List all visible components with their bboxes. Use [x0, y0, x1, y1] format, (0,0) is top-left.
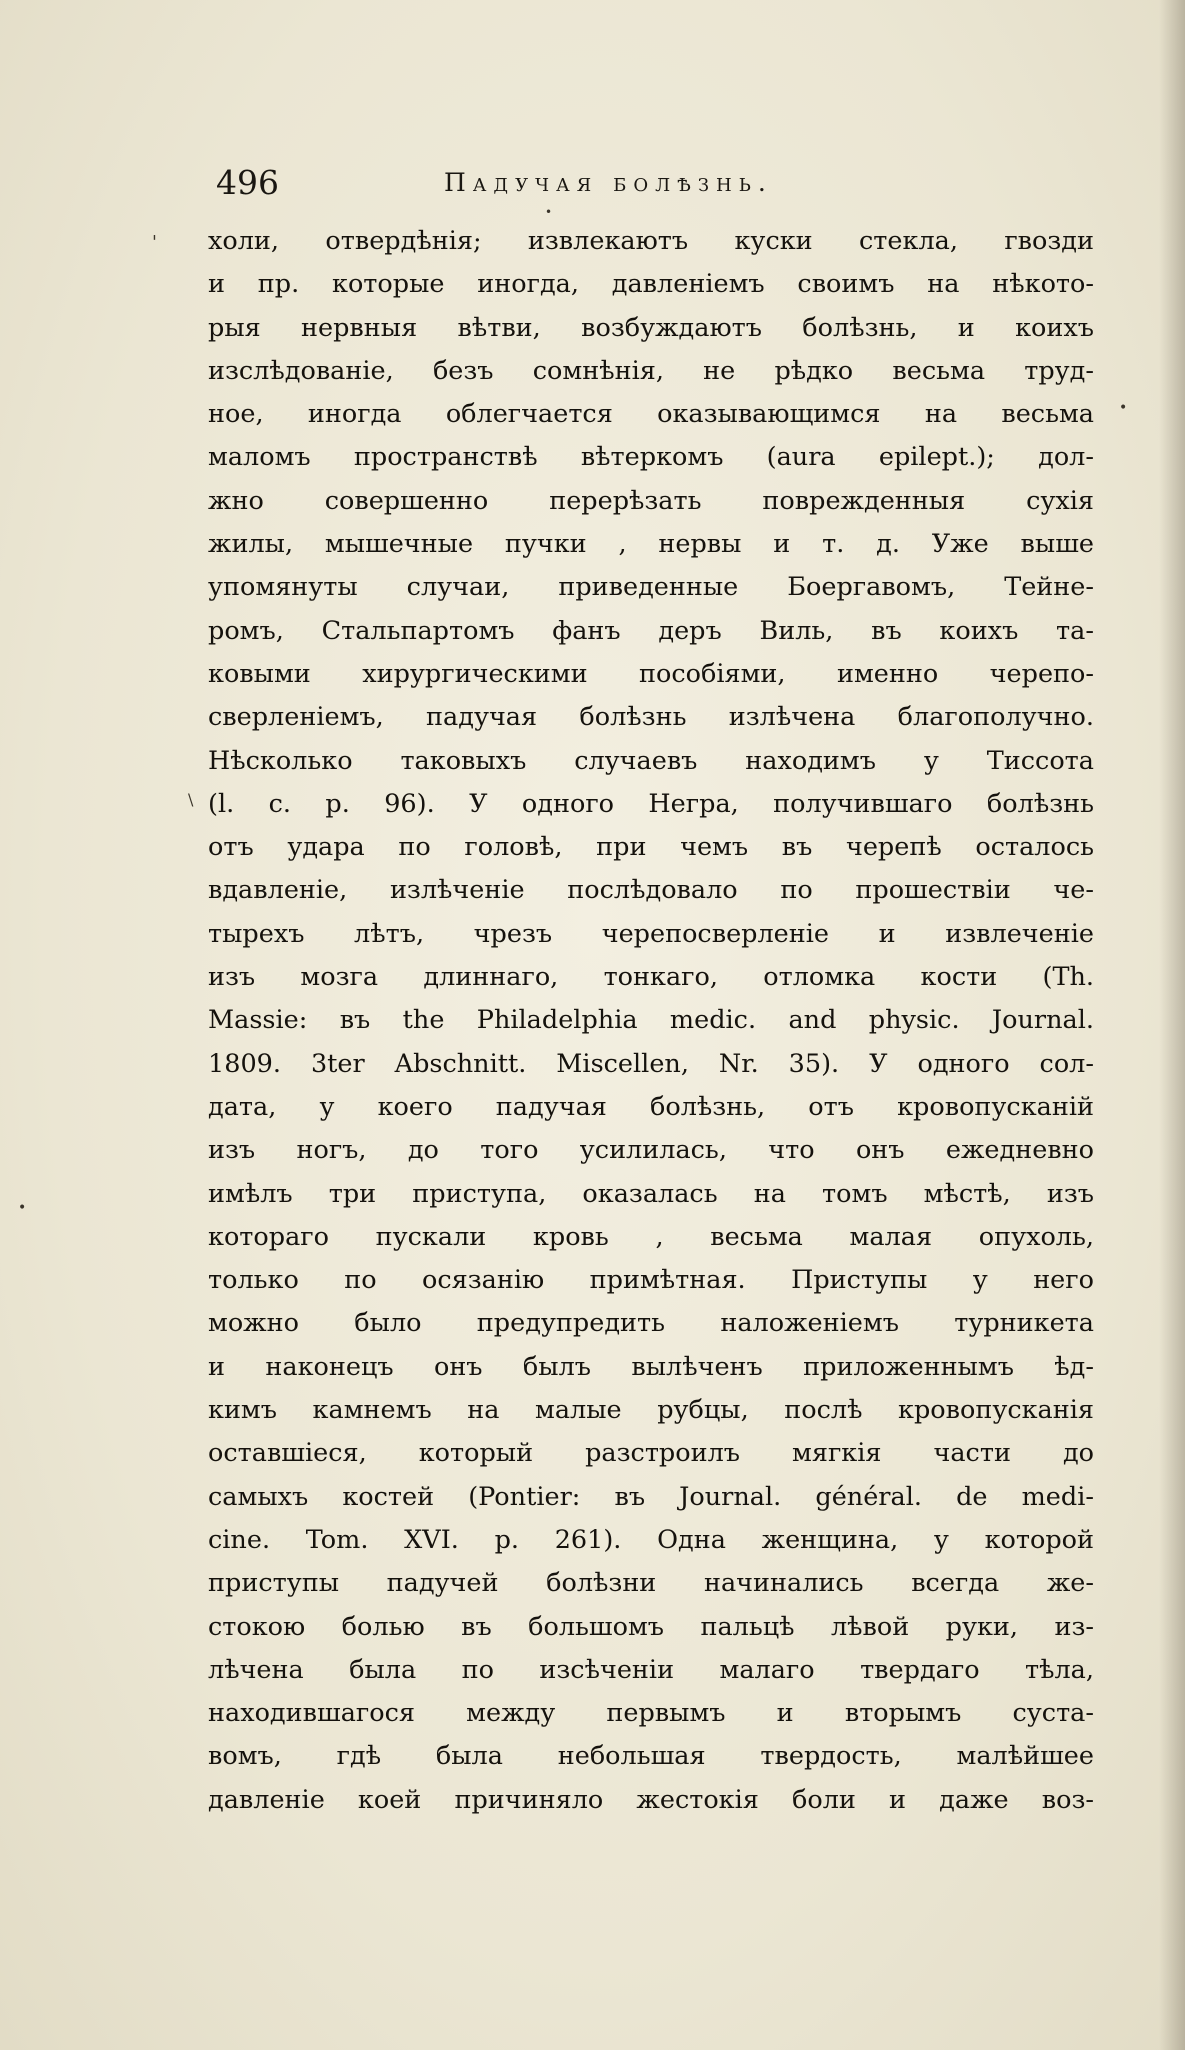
text-line: ромъ, Стальпартомъ фанъ деръ Виль, въ коихъ та- — [208, 615, 1094, 646]
text-line: можно было предупредить наложеніемъ турникета — [208, 1308, 1094, 1339]
text-line: упомянуты случаи, приведенные Боергавомъ, Тейне- — [208, 572, 1094, 603]
margin-speck: \ — [188, 790, 194, 809]
text-line: 1809. 3ter Abschnitt. Miscellen, Nr. 35). У одного сол- — [208, 1048, 1094, 1079]
text-line: холи, отвердѣнія; извлекаютъ куски стекла, гвозди — [208, 226, 1094, 256]
text-line: лѣчена была по изсѣченіи малаго твердаго тѣла, — [208, 1654, 1094, 1685]
margin-speck: • — [18, 1200, 27, 1216]
text-line: самыхъ костей (Pontier: въ Journal. général. de medi- — [208, 1481, 1094, 1512]
text-line: изъ мозга длиннаго, тонкаго, отломка кости (Th. — [208, 962, 1094, 993]
text-line: имѣлъ три приступа, оказалась на томъ мѣстѣ, изъ — [208, 1178, 1094, 1209]
text-line: находившагося между первымъ и вторымъ сустa- — [208, 1698, 1094, 1729]
margin-speck: • — [545, 205, 553, 219]
page-edge-shadow — [1159, 0, 1185, 2050]
text-line: cine. Tom. XVI. p. 261). Одна женщина, у которой — [208, 1524, 1094, 1555]
page-number: 496 — [216, 163, 279, 202]
page-header — [216, 158, 896, 208]
text-line: и наконецъ онъ былъ вылѣченъ приложеннымъ ѣд- — [208, 1351, 1094, 1382]
text-line: Нѣсколько таковыхъ случаевъ находимъ у Тиссота — [208, 745, 1094, 776]
body-text — [208, 220, 1094, 1822]
text-line: жно совершенно перерѣзать поврежденныя сухія — [208, 485, 1094, 516]
margin-speck: ' — [152, 232, 157, 253]
text-line: (l. c. p. 96). У одного Негра, получившаго болѣзнь — [208, 788, 1094, 819]
text-line: оставшіеся, который разстроилъ мягкія части до — [208, 1438, 1094, 1469]
text-line: изслѣдованіе, безъ сомнѣнія, не рѣдко весьма труд- — [208, 355, 1094, 386]
text-line: Massie: въ the Philadelphia medic. and physic. Journal. — [208, 1005, 1094, 1036]
text-line: приступы падучей болѣзни начинались всегда же- — [208, 1568, 1094, 1599]
running-head: Падучая болѣзнь. — [444, 168, 773, 197]
text-line: вомъ, гдѣ была небольшая твердость, малѣйшее — [208, 1741, 1094, 1772]
text-line: и пр. которые иногда, давленіемъ своимъ на нѣкото- — [208, 269, 1094, 300]
text-line: отъ удара по головѣ, при чемъ въ черепѣ осталось — [208, 832, 1094, 863]
text-line: дата, у коего падучая болѣзнь, отъ кровопусканій — [208, 1091, 1094, 1122]
text-line: жилы, мышечные пучки , нервы и т. д. Уже выше — [208, 529, 1094, 560]
text-line: тырехъ лѣтъ, чрезъ черепосверленіе и извлеченіе — [208, 918, 1094, 949]
text-line: кимъ камнемъ на малые рубцы, послѣ кровопусканія — [208, 1395, 1094, 1426]
text-line: стокою болью въ большомъ пальцѣ лѣвой руки, из- — [208, 1611, 1094, 1642]
text-line: изъ ногъ, до того усилилась, что онъ ежедневно — [208, 1135, 1094, 1166]
text-line: ковыми хирургическими пособіями, именно черепо- — [208, 658, 1094, 689]
text-line: только по осязанію примѣтная. Приступы у него — [208, 1265, 1094, 1296]
text-line: котораго пускали кровь , весьма малая опухоль, — [208, 1221, 1094, 1252]
text-line: рыя нервныя вѣтви, возбуждаютъ болѣзнь, и коихъ — [208, 312, 1094, 343]
text-line: давленіе коей причиняло жестокія боли и даже воз- — [208, 1784, 1094, 1815]
text-line: вдавленіе, излѣченіе послѣдовало по прошествіи че- — [208, 875, 1094, 906]
margin-speck: • — [1119, 400, 1128, 416]
text-line: маломъ пространствѣ вѣтеркомъ (aura epilept.); дол- — [208, 442, 1094, 473]
text-line: ное, иногда облегчается оказывающимся на весьма — [208, 399, 1094, 430]
text-line: сверленіемъ, падучая болѣзнь излѣчена благополучно. — [208, 702, 1094, 733]
